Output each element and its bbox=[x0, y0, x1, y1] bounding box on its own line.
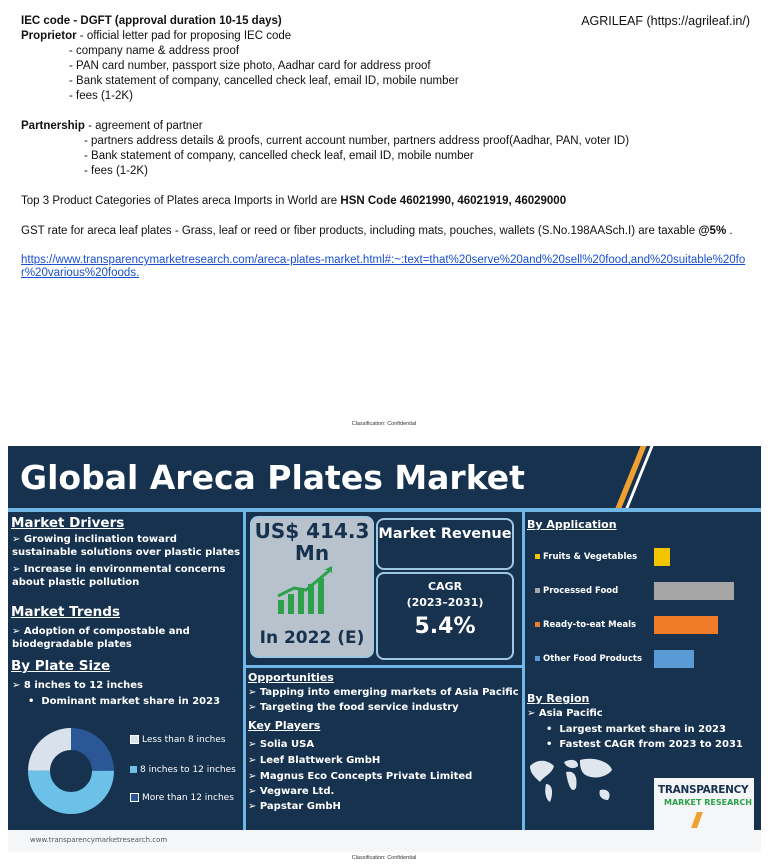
revenue-label-box bbox=[376, 518, 514, 570]
partnership-item: - fees (1-2K) bbox=[84, 165, 148, 177]
region-title: By Region bbox=[527, 692, 590, 705]
trends-title: Market Trends bbox=[11, 604, 120, 620]
revenue-year: In 2022 (E) bbox=[259, 628, 365, 648]
plate-size-donut bbox=[26, 726, 116, 816]
document-body bbox=[21, 14, 756, 280]
revenue-value: US$ 414.3 Mn bbox=[254, 519, 370, 565]
application-label: Ready-to-eat Meals bbox=[535, 619, 636, 632]
cagr-label: CAGR bbox=[427, 580, 463, 593]
footer-url: www.transparencymarketresearch.com bbox=[30, 836, 168, 844]
player-item: ➢ Solia USA bbox=[248, 739, 315, 750]
partnership-item: - partners address details & proofs, current account number, partners address proof(Aadhar, PAN, voter ID) bbox=[84, 135, 630, 147]
revenue-value-box bbox=[250, 516, 374, 658]
cagr-years: (2023–2031) bbox=[406, 596, 484, 609]
column-divider bbox=[522, 512, 525, 832]
partnership-item: - Bank statement of company, cancelled check leaf, email ID, mobile number bbox=[84, 150, 474, 162]
application-bar bbox=[654, 650, 694, 668]
application-label: Fruits & Vegetables bbox=[535, 551, 637, 564]
region-point: • Fastest CAGR from 2023 to 2031 bbox=[546, 739, 743, 750]
player-item: ➢ Papstar GmbH bbox=[248, 801, 341, 812]
iec-title: IEC code - DGFT (approval duration 10-15 days) bbox=[21, 15, 282, 27]
gst-line: GST rate for areca leaf plates - Grass, leaf or reed or fiber products, including mats, pouches, wallets (S.No.198AASch.I) are taxable @5% . bbox=[21, 225, 733, 237]
world-map-icon bbox=[526, 752, 618, 810]
classification-top: Classification: Confidential bbox=[351, 421, 417, 427]
proprietor-item: - Bank statement of company, cancelled check leaf, email ID, mobile number bbox=[69, 75, 459, 87]
drivers-title: Market Drivers bbox=[11, 515, 125, 531]
player-item: ➢ Vegware Ltd. bbox=[248, 786, 335, 797]
footer-strip bbox=[8, 830, 761, 852]
hsn-line: Top 3 Product Categories of Plates areca Imports in World are HSN Code 46021990, 46021919, 46029000 bbox=[21, 195, 567, 207]
legend-less-than-8: Less than 8 inches bbox=[130, 734, 226, 747]
cagr-box bbox=[376, 572, 514, 660]
column-divider bbox=[243, 512, 246, 832]
cagr-value: 5.4% bbox=[414, 614, 476, 639]
title-divider bbox=[8, 508, 761, 512]
logo-stripe bbox=[691, 812, 703, 828]
proprietor-item: - company name & address proof bbox=[69, 45, 240, 57]
market-link[interactable]: https://www.transparencymarketresearch.com/areca-plates-market.html#:~:text=that%20serve%20and%20sell%20food,and%20suitable%20for%20various%20foods. bbox=[21, 254, 746, 279]
key-players-title: Key Players bbox=[248, 719, 321, 732]
row-divider bbox=[245, 665, 523, 668]
application-bar bbox=[654, 616, 718, 634]
proprietor-line: Proprietor - official letter pad for proposing IEC code bbox=[21, 30, 292, 42]
opportunity-item: ➢ Targeting the food service industry bbox=[248, 702, 459, 713]
partnership-line: Partnership - agreement of partner bbox=[21, 120, 203, 132]
application-bar bbox=[654, 548, 670, 566]
driver-item: ➢ Growing inclination toward sustainable solutions over plastic plates bbox=[12, 534, 241, 558]
plate-size-sub: • Dominant market share in 2023 bbox=[28, 696, 221, 707]
growth-chart-icon bbox=[274, 566, 350, 616]
application-label: Processed Food bbox=[535, 585, 618, 598]
application-label: Other Food Products bbox=[535, 653, 642, 666]
player-item: ➢ Magnus Eco Concepts Private Limited bbox=[248, 771, 473, 782]
opportunity-item: ➢ Tapping into emerging markets of Asia Pacific bbox=[248, 687, 519, 698]
market-infographic bbox=[8, 446, 761, 852]
legend-more-than-12: More than 12 inches bbox=[130, 792, 234, 805]
plate-size-title: By Plate Size bbox=[11, 658, 111, 674]
proprietor-item: - fees (1-2K) bbox=[69, 90, 133, 102]
proprietor-item: - PAN card number, passport size photo, Aadhar card for address proof bbox=[69, 60, 431, 72]
driver-item: ➢ Increase in environmental concerns about plastic pollution bbox=[12, 564, 226, 588]
tmr-logo: TRANSPARENCY MARKET RESEARCH bbox=[654, 778, 754, 830]
plate-size-item: ➢ 8 inches to 12 inches bbox=[12, 680, 143, 691]
legend-8-to-12: 8 inches to 12 inches bbox=[130, 764, 236, 777]
player-item: ➢ Leef Blattwerk GmbH bbox=[248, 755, 381, 766]
region-item: ➢ Asia Pacific bbox=[527, 708, 603, 719]
agrileaf-label: AGRILEAF (https://agrileaf.in/) bbox=[581, 14, 750, 28]
classification-bottom: Classification: Confidential bbox=[351, 855, 417, 861]
region-point: • Largest market share in 2023 bbox=[546, 724, 726, 735]
application-title: By Application bbox=[527, 518, 617, 531]
infographic-title: Global Areca Plates Market bbox=[20, 458, 525, 497]
revenue-label: Market Revenue bbox=[378, 526, 512, 542]
trend-item: ➢ Adoption of compostable and biodegradable plates bbox=[12, 626, 190, 650]
application-bar bbox=[654, 582, 734, 600]
opportunities-title: Opportunities bbox=[248, 671, 334, 684]
